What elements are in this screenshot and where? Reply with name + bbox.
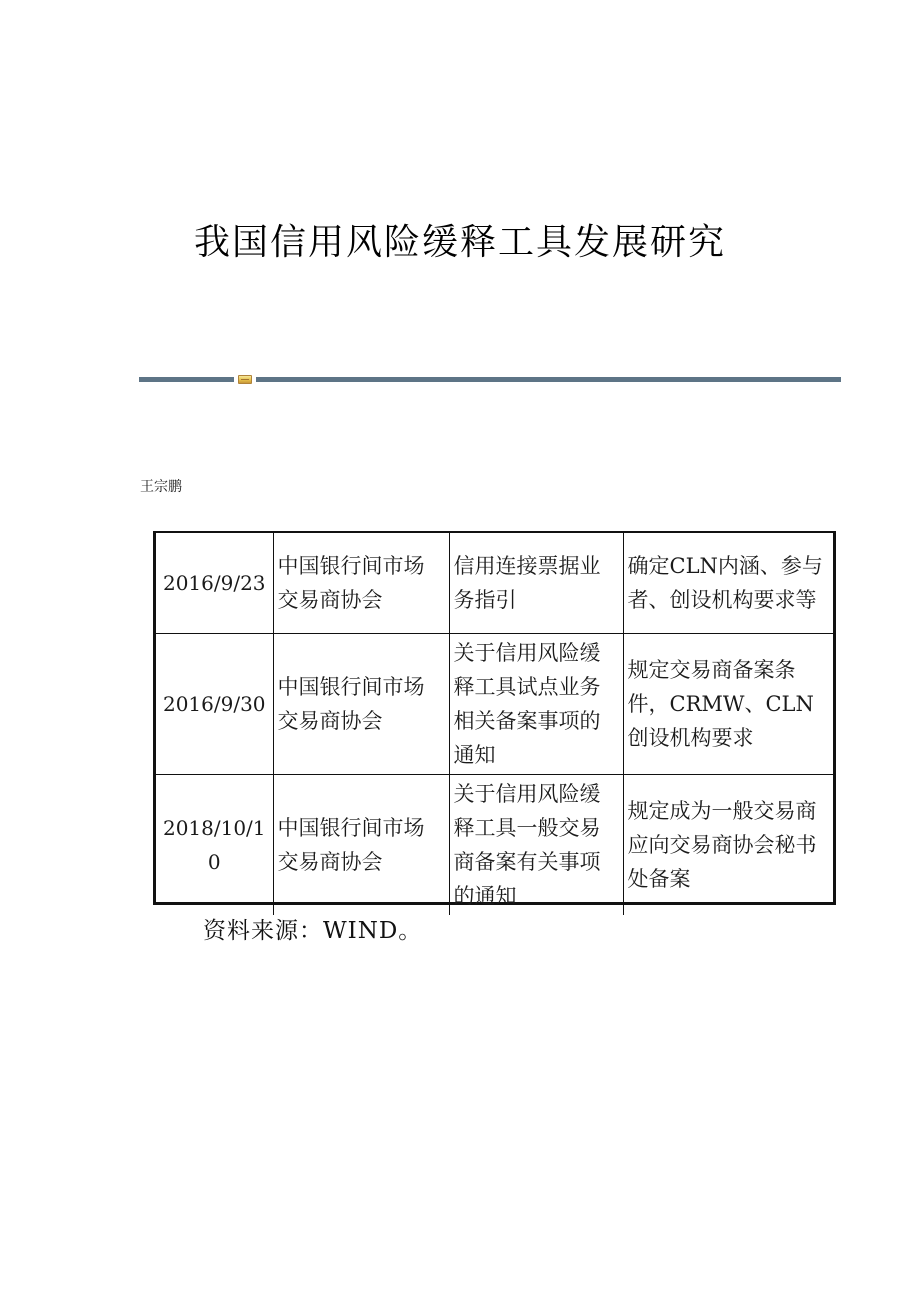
table-cell-content: 规定成为一般交易商应向交易商协会秘书处备案 bbox=[623, 774, 833, 915]
policy-table-grid bbox=[156, 533, 833, 915]
table-cell-issuer: 中国银行间市场交易商协会 bbox=[273, 533, 449, 633]
table-cell-document: 信用连接票据业务指引 bbox=[449, 533, 623, 633]
document-title: 我国信用风险缓释工具发展研究 bbox=[193, 222, 726, 263]
source-note: 资料来源：WIND。 bbox=[203, 918, 423, 944]
ornament-icon bbox=[238, 375, 252, 384]
table-cell-date: 2018/10/10 bbox=[156, 774, 273, 915]
table-cell-document: 关于信用风险缓释工具试点业务相关备案事项的通知 bbox=[449, 633, 623, 774]
divider-bar-right bbox=[256, 377, 841, 382]
table-cell-issuer: 中国银行间市场交易商协会 bbox=[273, 633, 449, 774]
table-cell-content: 规定交易商备案条件，CRMW、CLN创设机构要求 bbox=[623, 633, 833, 774]
policy-table bbox=[153, 531, 836, 908]
table-row bbox=[156, 633, 833, 774]
title-divider bbox=[139, 375, 841, 384]
table-cell-document: 关于信用风险缓释工具一般交易商备案有关事项的通知 bbox=[449, 774, 623, 915]
table-cell-date: 2016/9/30 bbox=[156, 633, 273, 774]
table-row bbox=[156, 774, 833, 915]
author-name: 王宗鹏 bbox=[140, 479, 182, 495]
divider-bar-left bbox=[139, 377, 234, 382]
table-cell-issuer: 中国银行间市场交易商协会 bbox=[273, 774, 449, 915]
table-cell-date: 2016/9/23 bbox=[156, 533, 273, 633]
table-row bbox=[156, 533, 833, 633]
table-cell-content: 确定CLN内涵、参与者、创设机构要求等 bbox=[623, 533, 833, 633]
